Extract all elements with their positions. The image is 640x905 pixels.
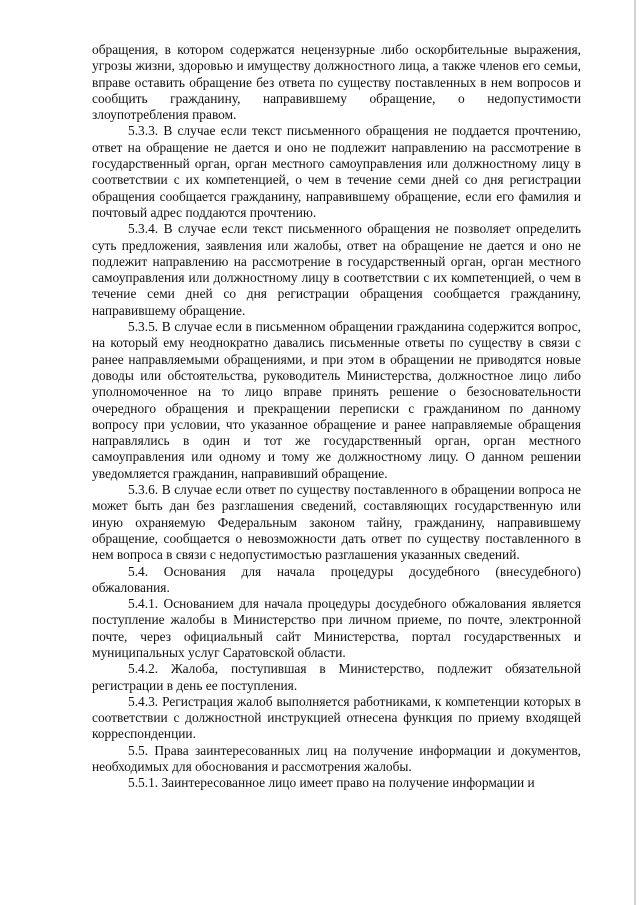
paragraph-5-4-2: 5.4.2. Жалоба, поступившая в Министерство, подлежит обязательной регистрации в день ее поступления. [92,661,581,693]
paragraph-5-3-6: 5.3.6. В случае если ответ по существу поставленного в обращении вопроса не может быть дан без разглашения сведений, составляющих государственную или иную охраняемую Федеральным законом тайну, гражданину, направившему обращение, сообщается о невозможности дать ответ по существу поставленного в нем вопроса в связи с недопустимостью разглашения указанных сведений. [92,482,581,563]
paragraph-5-3-3: 5.3.3. В случае если текст письменного обращения не поддается прочтению, ответ на обращение не дается и оно не подлежит направлению на рассмотрение в государственный орган, орган местного самоуправления или должностному лицу в соответствии с их компетенцией, о чем в течение семи дней со дня регистрации обращения сообщается гражданину, направившему обращение, если его фамилия и почтовый адрес поддаются прочтению. [92,123,581,220]
paragraph-5-4: 5.4. Основания для начала процедуры досудебного (внесудебного) обжалования. [92,563,581,595]
paragraph-5-4-1: 5.4.1. Основанием для начала процедуры досудебного обжалования является поступление жалобы в Министерство при личном приеме, по почте, электронной почте, через официальный сайт Министерства, портал государственных и муниципальных услуг Саратовской области. [92,596,581,660]
scan-edge-line [634,0,636,905]
paragraph-5-5-1: 5.5.1. Заинтересованное лицо имеет право на получение информации и [128,775,535,791]
document-body [92,42,581,792]
paragraph-5-3-5: 5.3.5. В случае если в письменном обращении гражданина содержится вопрос, на который ему неоднократно давались письменные ответы по существу в связи с ранее направляемыми обращениями, и при этом в обращении не приводятся новые доводы или обстоятельства, руководитель Министерства, должностное лицо либо уполномоченное на то лицо вправе принять решение о безосновательности очередного обращения и прекращении переписки с гражданином по данному вопросу при условии, что указанное обращение и ранее направляемые обращения направлялись в один и тот же государственный орган, орган местного самоуправления или одному и тому же должностному лицу. О данном решении уведомляется гражданин, направивший обращение. [92,319,581,481]
paragraph-continuation: обращения, в котором содержатся нецензурные либо оскорбительные выражения, угрозы жизни, здоровью и имуществу должностного лица, а также членов его семьи, вправе оставить обращение без ответа по существу поставленных в нем вопросов и сообщить гражданину, направившему обращение, о недопустимости злоупотребления правом. [92,42,581,123]
paragraph-5-5: 5.5. Права заинтересованных лиц на получение информации и документов, необходимых для обоснования и рассмотрения жалобы. [92,742,581,775]
paragraph-5-3-4: 5.3.4. В случае если текст письменного обращения не позволяет определить суть предложения, заявления или жалобы, ответ на обращение не дается и оно не подлежит направлению на рассмотрение в государственный орган, орган местного самоуправления или должностному лицу в соответствии с их компетенцией, о чем в течение семи дней со дня регистрации обращения сообщается гражданину, направившему обращение. [92,221,581,318]
paragraph-5-4-3: 5.4.3. Регистрация жалоб выполняется работниками, к компетенции которых в соответствии с должностной инструкцией отнесена функция по приему входящей корреспонденции. [92,693,581,742]
